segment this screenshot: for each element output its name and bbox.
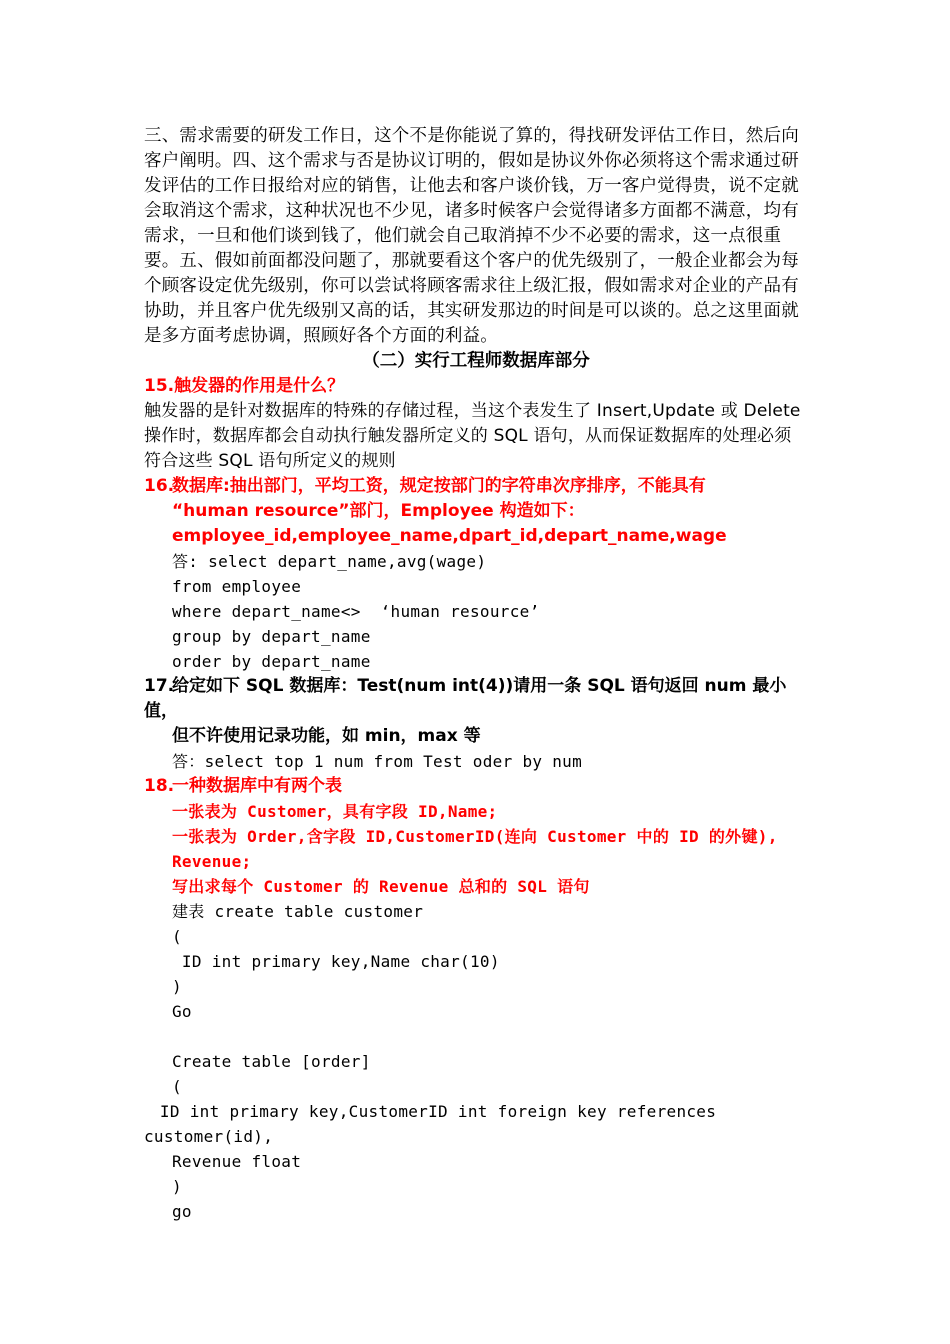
question-18-title-line2: 一张表为 Customer，具有字段 ID,Name; [172,802,498,821]
question-18-title-line5: 写出求每个 Customer 的 Revenue 总和的 SQL 语句 [172,877,590,896]
question-16-title-line1 [144,474,808,499]
question-17-title-line1 [144,674,808,724]
question-17-number: 17. [144,676,175,696]
code-line-outdent: customer(id), [144,1127,274,1146]
code-line: order by depart_name [172,652,371,671]
blank-line [172,1024,808,1049]
question-18-code-block1 [144,899,808,1099]
code-line: ID int primary key,Name char(10) [172,952,500,971]
intro-paragraph: 三、需求需要的研发工作日，这个不是你能说了算的，得找研发评估工作日，然后向客户阐明。四、这个需求与否是协议订明的，假如是协议外你必须将这个需求通过研发评估的工作日报给对应的销售，让他去和客户谈价钱，万一客户觉得贵，说不定就会取消这个需求，这种状况也不少见，诸多时候客户会觉得诸多方面都不满意，均有需求，一旦和他们谈到钱了，他们就会自己取消掉不少不必要的需求，这一点很重要。五、假如前面都没问题了，那就要看这个客户的优先级别了，一般企业都会为每个顾客设定优先级别，你可以尝试将顾客需求往上级汇报，假如需求对企业的产品有协助，并且客户优先级别又高的话，其实研发那边的时间是可以谈的。总之这里面就是多方面考虑协调，照顾好各个方面的利益。 [144,126,799,346]
code-line: Revenue float [172,1152,302,1171]
question-16-title-line2: “human resource”部门，Employee 构造如下： [172,501,585,521]
question-15-answer: 触发器的是针对数据库的特殊的存储过程，当这个表发生了 Insert,Update 或 Delete 操作时，数据库都会自动执行触发器所定义的 SQL 语句，从而保证数据库的处理必须符合这些 SQL 语句所定义的规则 [144,401,801,471]
question-18-number: 18. [144,776,175,796]
code-line: 建表 create table customer [172,902,424,921]
question-18-text-line1: 一种数据库中有两个表 [172,776,342,796]
question-17-text-line1: 给定如下 SQL 数据库：Test(num int(4))请用一条 SQL 语句返回 num 最小值， [144,676,787,721]
question-17-title-line2: 但不许使用记录功能，如 min，max 等 [172,726,481,746]
code-line: group by depart_name [172,627,371,646]
question-15-number: 15. [144,376,175,396]
code-line: ) [172,1177,182,1196]
question-16-code [144,549,808,674]
code-line: Go [172,1002,192,1021]
question-16-title-line3: employee_id,employee_name,dpart_id,depart_name,wage [172,526,727,546]
code-line: ( [172,1077,182,1096]
question-17-answer: 答：select top 1 num from Test oder by num [172,752,583,771]
code-line: from employee [172,577,302,596]
question-15-text: 触发器的作用是什么？ [174,376,345,396]
code-line: ) [172,977,182,996]
question-18-code-block3 [144,1149,808,1224]
code-line: go [172,1202,192,1221]
question-15-title [144,374,808,399]
section-heading: （二）实行工程师数据库部分 [362,351,590,371]
question-16-text-line1: 数据库:抽出部门，平均工资，规定按部门的字符串次序排序，不能具有 [172,476,706,496]
code-line-outdent: ID int primary key,CustomerID int foreign key references [150,1102,717,1121]
code-line: where depart_name<> ‘human resource’ [172,602,540,621]
document-body [144,124,808,1224]
question-18-title-line3: 一张表为 Order,含字段 ID,CustomerID(连向 Customer 中的 ID 的外键), [172,827,778,846]
code-line: ( [172,927,182,946]
question-16-number: 16. [144,476,175,496]
question-18-title-line1 [144,774,808,799]
code-line: 答: select depart_name,avg(wage) [172,552,487,571]
question-18-title-line4: Revenue; [172,852,252,871]
code-line: Create table [order] [172,1052,371,1071]
